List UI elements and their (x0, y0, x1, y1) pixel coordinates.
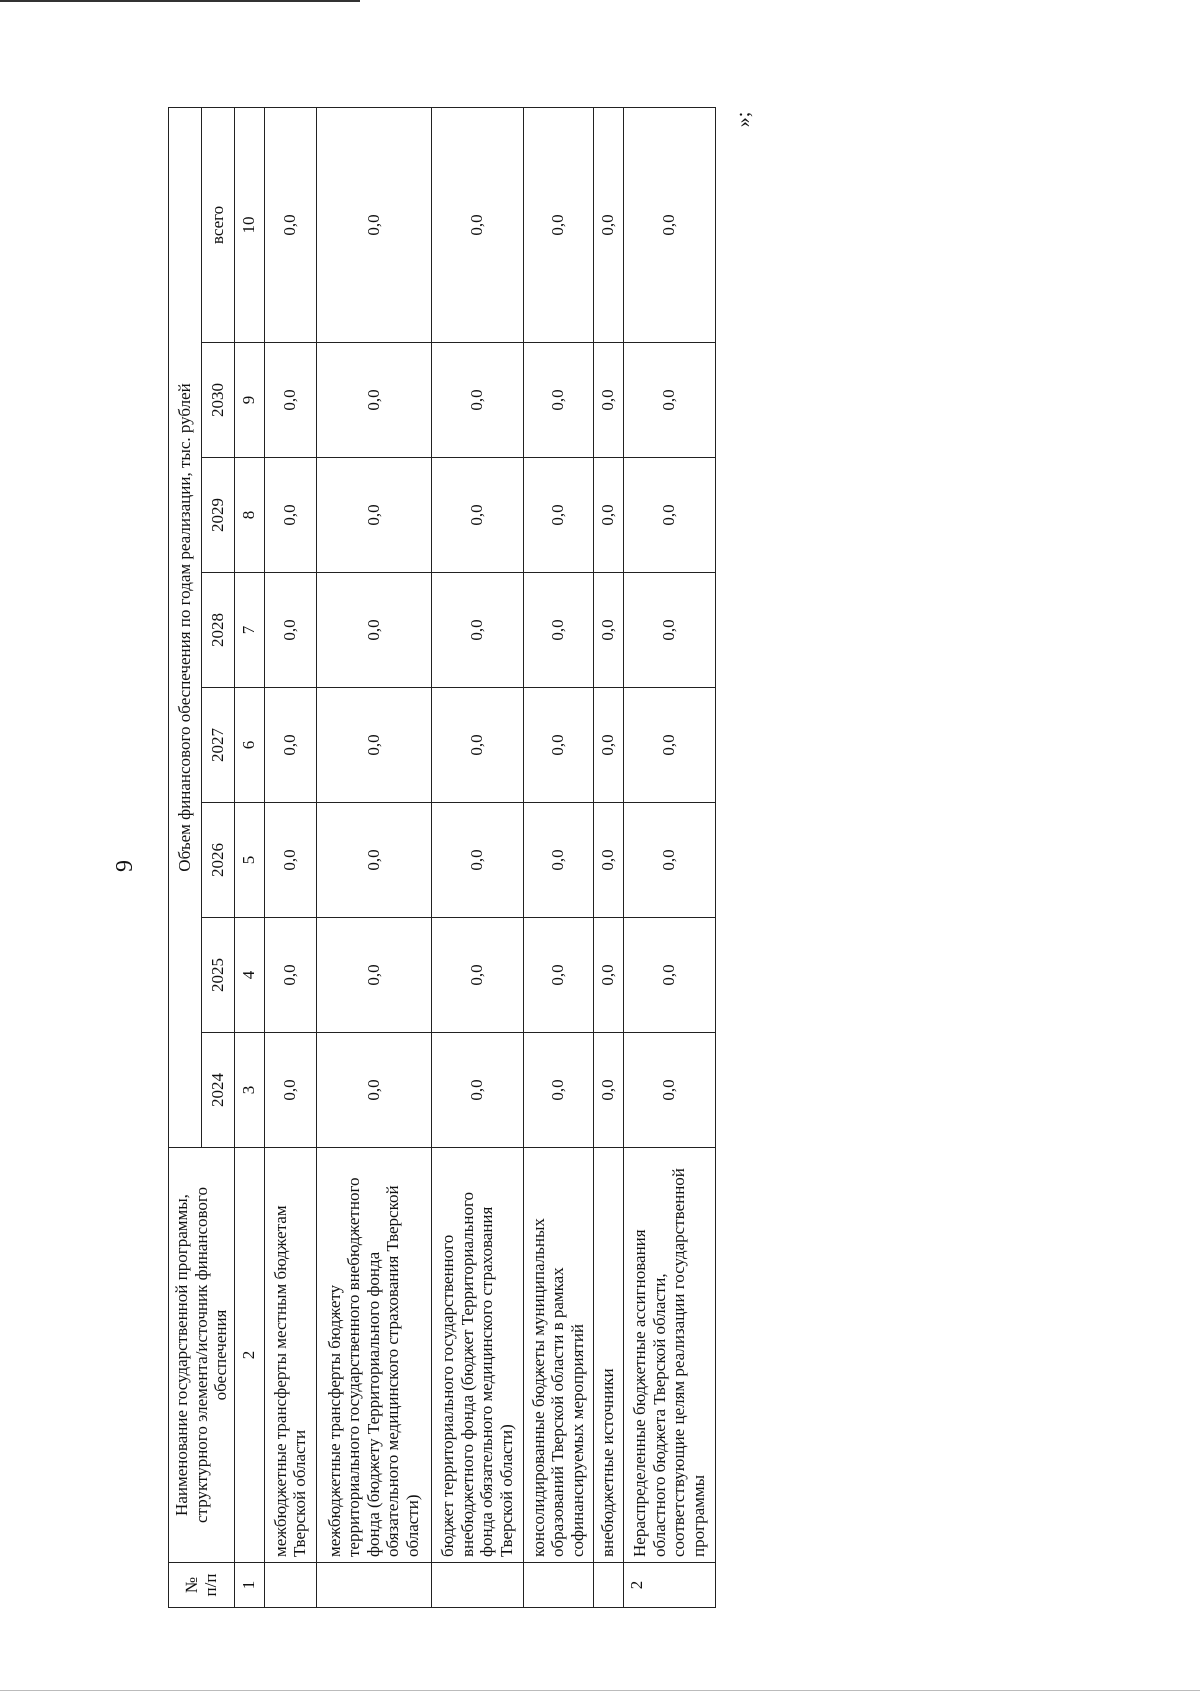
value-cell: 0,0 (431, 1033, 523, 1148)
row-name: межбюджетные трансферты местным бюджетам Тверской области (264, 1148, 316, 1563)
value-cell: 0,0 (593, 1033, 623, 1148)
value-cell: 0,0 (523, 803, 593, 918)
value-cell: 0,0 (593, 803, 623, 918)
value-cell: 0,0 (431, 803, 523, 918)
value-cell: 0,0 (316, 343, 431, 458)
value-cell: 0,0 (316, 688, 431, 803)
value-cell: 0,0 (523, 688, 593, 803)
table-row (316, 107, 431, 1607)
row-num (316, 1563, 431, 1608)
header-year: 2024 (201, 1033, 234, 1148)
value-cell: 0,0 (523, 343, 593, 458)
value-cell: 0,0 (623, 107, 715, 342)
row-num: 2 (623, 1563, 715, 1608)
value-cell: 0,0 (264, 107, 316, 342)
value-cell: 0,0 (623, 1033, 715, 1148)
index-cell: 10 (234, 107, 264, 342)
row-num (264, 1563, 316, 1608)
value-cell: 0,0 (593, 458, 623, 573)
header-volume: Объем финансового обеспечения по годам реализации, тыс. рублей (169, 107, 202, 1147)
row-name: бюджет территориального государственного внебюджетного фонда (бюджет Территориального фонда обязательного медицинского страхования Тверской области) (431, 1148, 523, 1563)
index-cell: 9 (234, 343, 264, 458)
value-cell: 0,0 (316, 803, 431, 918)
index-cell: 8 (234, 458, 264, 573)
value-cell: 0,0 (593, 918, 623, 1033)
header-year: 2027 (201, 688, 234, 803)
index-cell: 2 (234, 1148, 264, 1563)
table-row (593, 107, 623, 1607)
value-cell: 0,0 (431, 688, 523, 803)
value-cell: 0,0 (264, 803, 316, 918)
value-cell: 0,0 (593, 573, 623, 688)
value-cell: 0,0 (523, 107, 593, 342)
value-cell: 0,0 (623, 803, 715, 918)
value-cell: 0,0 (264, 688, 316, 803)
value-cell: 0,0 (523, 1033, 593, 1148)
header-total: всего (201, 107, 234, 342)
value-cell: 0,0 (316, 107, 431, 342)
table-row (623, 107, 715, 1607)
index-cell: 3 (234, 1033, 264, 1148)
value-cell: 0,0 (264, 918, 316, 1033)
table-row (264, 107, 316, 1607)
value-cell: 0,0 (264, 1033, 316, 1148)
row-num (523, 1563, 593, 1608)
index-row (234, 107, 264, 1607)
value-cell: 0,0 (264, 458, 316, 573)
header-year: 2029 (201, 458, 234, 573)
index-cell: 1 (234, 1563, 264, 1608)
row-name: внебюджетные источники (593, 1148, 623, 1563)
index-cell: 6 (234, 688, 264, 803)
value-cell: 0,0 (316, 458, 431, 573)
value-cell: 0,0 (431, 107, 523, 342)
value-cell: 0,0 (623, 918, 715, 1033)
header-name: Наименование государственной программы, структурного элемента/источник финансового обеспечения (169, 1148, 235, 1563)
value-cell: 0,0 (316, 918, 431, 1033)
financing-table (168, 107, 716, 1608)
index-cell: 5 (234, 803, 264, 918)
header-year: 2025 (201, 918, 234, 1033)
end-quote-mark: »; (732, 111, 755, 128)
value-cell: 0,0 (623, 573, 715, 688)
row-num (593, 1563, 623, 1608)
value-cell: 0,0 (623, 343, 715, 458)
header-year: 2030 (201, 343, 234, 458)
page-number: 9 (111, 860, 138, 872)
header-year: 2026 (201, 803, 234, 918)
value-cell: 0,0 (523, 918, 593, 1033)
value-cell: 0,0 (431, 573, 523, 688)
rotated-table-sheet (168, 108, 728, 1608)
value-cell: 0,0 (623, 458, 715, 573)
value-cell: 0,0 (593, 343, 623, 458)
row-num (431, 1563, 523, 1608)
scan-edge-bottom (0, 1690, 1200, 1691)
row-name: межбюджетные трансферты бюджету территориального государственного внебюджетного фонда (бюджету Территориального фонда обязательного медицинского страхования Тверской области) (316, 1148, 431, 1563)
value-cell: 0,0 (623, 688, 715, 803)
value-cell: 0,0 (593, 107, 623, 342)
row-name: консолидированные бюджеты муниципальных образований Тверской области в рамках софинансируемых мероприятий (523, 1148, 593, 1563)
table-row (523, 107, 593, 1607)
row-name: Нераспределенные бюджетные ассигнования областного бюджета Тверской области, соответствующие целям реализации государственной программы (623, 1148, 715, 1563)
header-num: № п/п (169, 1563, 235, 1608)
value-cell: 0,0 (264, 573, 316, 688)
header-row-1 (169, 107, 202, 1607)
value-cell: 0,0 (523, 573, 593, 688)
index-cell: 7 (234, 573, 264, 688)
index-cell: 4 (234, 918, 264, 1033)
value-cell: 0,0 (316, 1033, 431, 1148)
value-cell: 0,0 (593, 688, 623, 803)
value-cell: 0,0 (431, 458, 523, 573)
value-cell: 0,0 (431, 343, 523, 458)
header-year: 2028 (201, 573, 234, 688)
value-cell: 0,0 (523, 458, 593, 573)
value-cell: 0,0 (431, 918, 523, 1033)
scan-edge-top (0, 0, 360, 2)
value-cell: 0,0 (316, 573, 431, 688)
table-row (431, 107, 523, 1607)
value-cell: 0,0 (264, 343, 316, 458)
